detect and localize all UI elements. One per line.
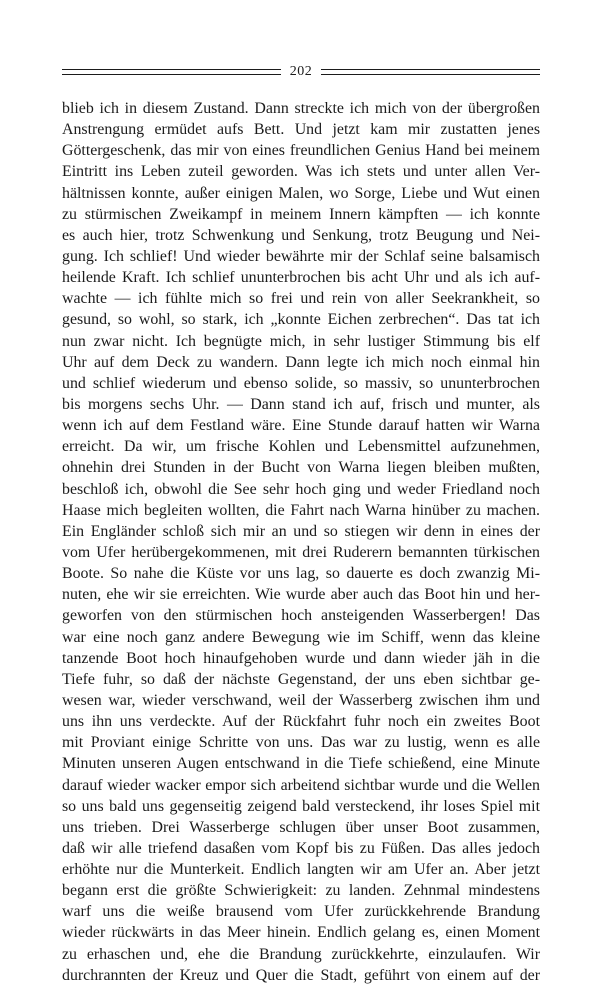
text-line: blieb ich in diesem Zustand. Dann streckte ich mich von der übergroßen bbox=[62, 100, 540, 117]
text-line: nuten, ehe wir sie erreichten. Wie wurde aber auch das Boot hin und her- bbox=[62, 586, 540, 604]
text-line: nun zwar nicht. Ich begnügte mich, in sehr lustiger Stimmung bis elf bbox=[62, 332, 540, 350]
text-line: zu stürmischen Zweikampf in meinem Innern kämpften — ich konnte bbox=[62, 205, 540, 223]
text-line: bis morgens sechs Uhr. — Dann stand ich auf, frisch und munter, als bbox=[62, 395, 540, 413]
text-line: vom Ufer herübergekommenen, mit drei Ruderern bemannten türkischen bbox=[62, 543, 540, 561]
text-line: beschloß ich, obwohl die See sehr hoch ging und weder Friedland noch bbox=[62, 480, 540, 498]
text-line: wachte — ich fühlte mich so frei und rein von aller Seekrankheit, so bbox=[62, 290, 540, 308]
text-line: erreicht. Da wir, um frische Kohlen und Lebensmittel aufzunehmen, bbox=[62, 438, 540, 456]
text-line: wieder rückwärts in das Meer hinein. Endlich gelang es, einen Moment bbox=[62, 924, 540, 942]
text-line: gesund, so wohl, so stark, ich „konnte Eichen zerbrechen“. Das tat ich bbox=[62, 311, 540, 329]
text-line: geworfen von den stürmischen hoch ansteigenden Wasserbergen! Das bbox=[62, 607, 540, 625]
text-line: warf uns die weiße brausend vom Ufer zurückkehrende Brandung bbox=[62, 903, 540, 921]
text-line: begann erst die größte Schwierigkeit: zu landen. Zehnmal mindestens bbox=[62, 882, 540, 900]
text-line: heilende Kraft. Ich schlief ununterbrochen bis acht Uhr und als ich auf- bbox=[62, 269, 540, 287]
text-line: Boote. So nahe die Küste vor uns lag, so dauerte es doch zwanzig Mi- bbox=[62, 565, 540, 583]
text-line: hältnissen konnte, außer einigen Malen, wo Sorge, Liebe und Wut einen bbox=[62, 184, 540, 202]
text-line: uns ihn uns verdeckte. Auf der Rückfahrt fuhr noch ein zweites Boot bbox=[62, 713, 540, 731]
text-line: wesen war, wieder verschwand, weil der Wasserberg zwischen ihm und bbox=[62, 691, 540, 709]
header-rule-right bbox=[321, 69, 540, 75]
body-text bbox=[62, 98, 540, 986]
text-line: uns trieben. Drei Wasserberge schlugen über unser Boot zusammen, bbox=[62, 818, 540, 836]
text-line: darauf wieder wacker empor sich arbeitend sichtbar wurde und die Wellen bbox=[62, 776, 540, 794]
text-line: wenn ich auf dem Festland wäre. Eine Stunde darauf hatten wir Warna bbox=[62, 417, 540, 435]
text-line: ohnehin drei Stunden in der Bucht von Warna liegen bleiben mußten, bbox=[62, 459, 540, 477]
text-line: durchrannten der Kreuz und Quer die Stadt, geführt von einem auf der bbox=[62, 966, 540, 984]
text-line: es auch hier, trotz Schwenkung und Senkung, trotz Beugung und Nei- bbox=[62, 226, 540, 244]
text-line: daß wir alle triefend dasaßen vom Kopf bis zu Füßen. Das alles jedoch bbox=[62, 839, 540, 857]
text-line: zu erhaschen und, ehe die Brandung zurückkehrte, einzulaufen. Wir bbox=[62, 945, 540, 963]
text-line: mit Proviant einige Schritte von uns. Das war zu lustig, wenn es alle bbox=[62, 734, 540, 752]
text-line: Haase mich begleiten wollten, die Fahrt nach Warna hinüber zu machen. bbox=[62, 501, 540, 519]
text-line: Minuten unseren Augen entschwand in die Tiefe schießend, eine Minute bbox=[62, 755, 540, 773]
text-line: Tiefe fuhr, so daß der nächste Gegenstand, der uns eben sichtbar ge- bbox=[62, 670, 540, 688]
text-line: erhöhte nur die Munterkeit. Endlich langten wir am Ufer an. Aber jetzt bbox=[62, 861, 540, 879]
text-line: Anstrengung ermüdet aufs Bett. Und jetzt kam mir zustatten jenes bbox=[62, 121, 540, 139]
page-number: 202 bbox=[289, 64, 313, 79]
text-line: Uhr auf dem Deck zu wandern. Dann legte ich mich noch einmal hin bbox=[62, 353, 540, 371]
text-line: und schlief wiederum und ebenso solide, so massiv, so ununterbrochen bbox=[62, 374, 540, 392]
text-line: war eine noch ganz andere Bewegung wie im Schiff, wenn das kleine bbox=[62, 628, 540, 646]
text-line: tanzende Boot hoch hinaufgehoben wurde und dann wieder jäh in die bbox=[62, 649, 540, 667]
text-line: Ein Engländer schloß sich mir an und so stiegen wir denn in eines der bbox=[62, 522, 540, 540]
text-line: Eintritt ins Leben zuteil geworden. Was ich stets und unter allen Ver- bbox=[62, 163, 540, 181]
text-line: Göttergeschenk, das mir von eines freundlichen Genius Hand bei meinem bbox=[62, 142, 540, 160]
text-line: gung. Ich schlief! Und wieder bewährte mir der Schlaf seine balsamisch bbox=[62, 247, 540, 265]
header-rule-left bbox=[62, 69, 281, 75]
text-line: so uns bald uns gegenseitig zeigend bald versteckend, ihr loses Spiel mit bbox=[62, 797, 540, 815]
page-header bbox=[62, 62, 540, 82]
